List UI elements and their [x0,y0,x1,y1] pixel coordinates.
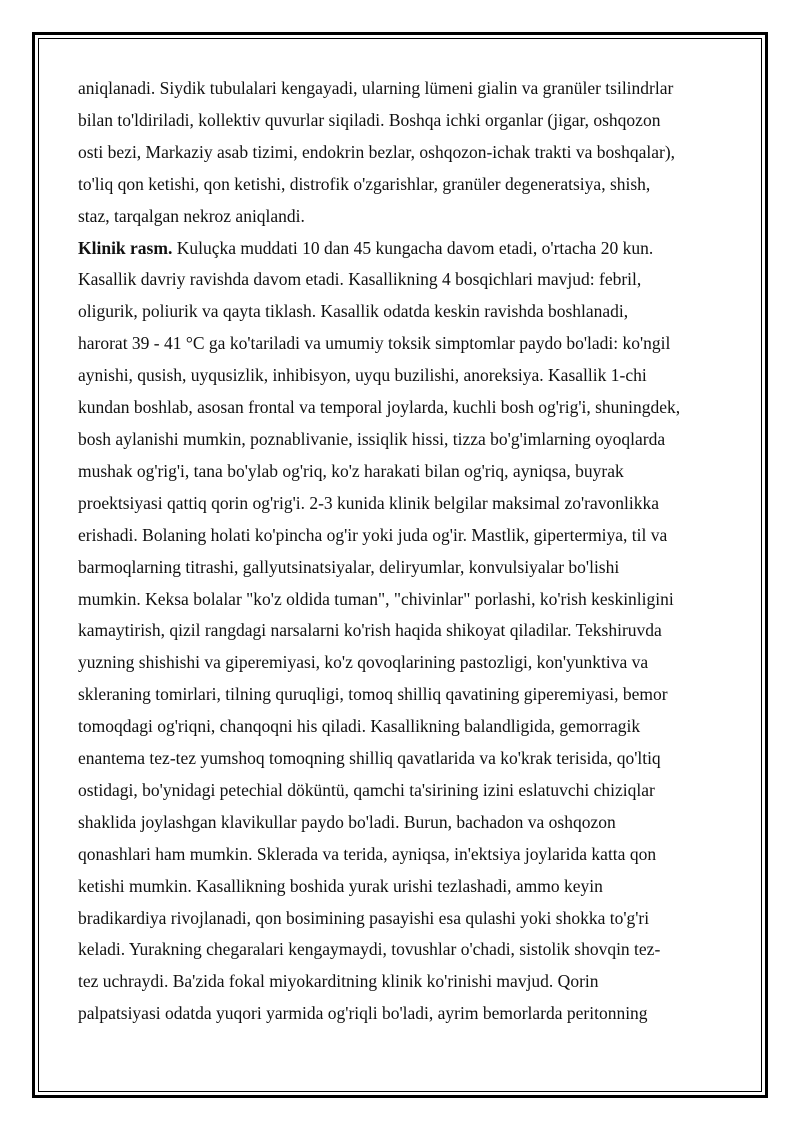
text-line: qonashlari ham mumkin. Sklerada va terida, ayniqsa, in'ektsiya joylarida katta qon [78,843,657,864]
paragraph-clinical-picture [78,233,728,1031]
text-line: enantema tez-tez yumshoq tomoqning shilliq qavatlarida va ko'krak terisida, qo'ltiq [78,748,661,769]
text-line: erishadi. Bolaning holati ko'pincha og'ir yoki juda og'ir. Mastlik, gipertermiya, til va [78,524,668,545]
paragraph-pathology [78,73,728,233]
text-line: proektsiyasi qattiq qorin og'rig'i. 2-3 kunida klinik belgilar maksimal zo'ravonlikka [78,492,660,513]
text-line: aynishi, qusish, uyqusizlik, inhibisyon, uyqu buzilishi, anoreksiya. Kasallik 1-chi [78,365,647,386]
text-line: harorat 39 - 41 °C ga ko'tariladi va umumiy toksik simptomlar paydo bo'ladi: ko'ngil [78,333,671,354]
text-line: kamaytirish, qizil rangdagi narsalarni ko'rish haqida shikoyat qiladilar. Tekshiruvda [78,620,662,641]
text-line: shaklida joylashgan klavikullar paydo bo'ladi. Burun, bachadon va oshqozon [78,811,616,832]
text-line: tomoqdagi og'riqni, chanqoqni his qiladi. Kasallikning balandligida, gemorragik [78,716,641,737]
text-line: to'liq qon ketishi, qon ketishi, distrofik o'zgarishlar, granüler degeneratsiya, shish, [78,173,651,194]
text-line: osti bezi, Markaziy asab tizimi, endokrin bezlar, oshqozon-ichak trakti va boshqalar), [78,141,676,162]
text-line: Kasallik davriy ravishda davom etadi. Kasallikning 4 bosqichlari mavjud: febril, [78,269,642,290]
section-heading: Klinik rasm. [78,237,173,258]
text-line: bradikardiya rivojlanadi, qon bosimining pasayishi esa qulashi yoki shokka to'g'ri [78,907,650,928]
text-line: yuzning shishishi va giperemiyasi, ko'z qovoqlarining pastozligi, kon'yunktiva va [78,652,649,673]
text-line: bilan to'ldiriladi, kollektiv quvurlar siqiladi. Boshqa ichki organlar (jigar, oshqozon [78,109,661,130]
text-run: Kuluçka muddati 10 dan 45 kungacha davom etadi, o'rtacha 20 kun. [172,237,654,258]
text-line: skleraning tomirlari, tilning quruqligi, tomoq shilliq qavatining giperemiyasi, bemor [78,684,668,705]
text-line: aniqlanadi. Siydik tubulalari kengayadi, ularning lümeni gialin va granüler tsilindrlar [78,78,674,98]
text-line: mushak og'rig'i, tana bo'ylab og'riq, ko'z harakati bilan og'riq, ayniqsa, buyrak [78,460,624,481]
text-line [78,233,728,265]
text-line: staz, tarqalgan nekroz aniqlandi. [78,205,305,226]
text-line: tez uchraydi. Ba'zida fokal miyokarditning klinik ko'rinishi mavjud. Qorin [78,971,599,992]
text-line: oligurik, poliurik va qayta tiklash. Kasallik odatda keskin ravishda boshlanadi, [78,301,629,322]
text-line: ostidagi, bo'ynidagi petechial döküntü, qamchi ta'sirining izini eslatuvchi chiziqlar [78,779,655,800]
text-line: kundan boshlab, asosan frontal va temporal joylarda, kuchli bosh og'rig'i, shuningdek, [78,397,681,418]
text-line: bosh aylanishi mumkin, poznablivanie, issiqlik hissi, tizza bo'g'imlarning oyoqlarda [78,428,666,449]
text-line: palpatsiyasi odatda yuqori yarmida og'riqli bo'ladi, ayrim bemorlarda peritonning [78,1003,648,1024]
text-line: ketishi mumkin. Kasallikning boshida yurak urishi tezlashadi, ammo keyin [78,875,603,896]
text-line: mumkin. Keksa bolalar "ko'z oldida tuman", "chivinlar" porlashi, ko'rish keskinligini [78,588,674,609]
text-line: keladi. Yurakning chegaralari kengaymaydi, tovushlar o'chadi, sistolik shovqin tez- [78,939,661,960]
document-body [78,73,728,1030]
text-line: barmoqlarning titrashi, gallyutsinatsiyalar, deliryumlar, konvulsiyalar bo'lishi [78,556,620,577]
